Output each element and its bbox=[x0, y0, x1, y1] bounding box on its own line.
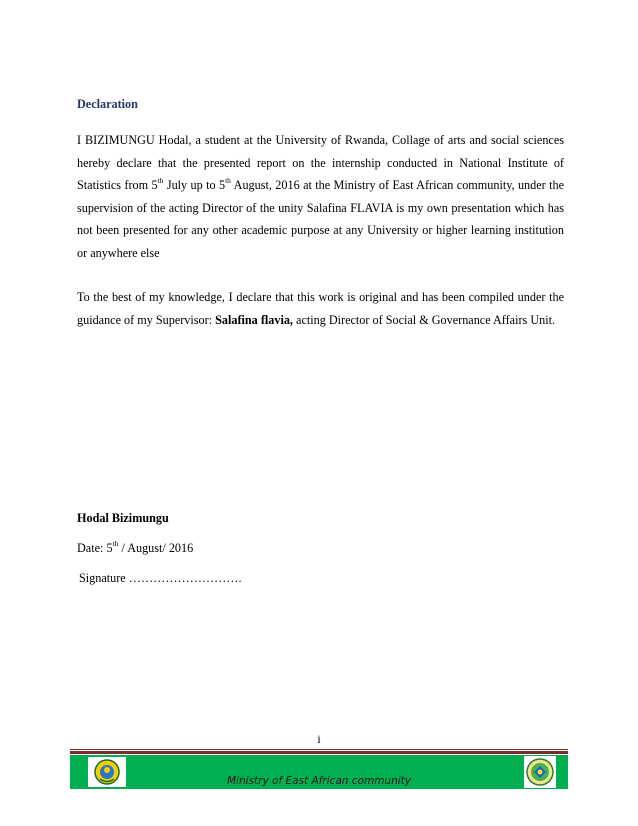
date-sup: th bbox=[112, 538, 119, 548]
signature-date bbox=[77, 538, 194, 556]
page-title: Declaration bbox=[77, 97, 138, 111]
footer-text: Ministry of East African community bbox=[227, 775, 411, 787]
para1-text-b: July up to 5 bbox=[163, 178, 226, 192]
footer-band bbox=[70, 755, 568, 789]
para2-text-b: acting Director of Social & Governance Affairs Unit. bbox=[292, 312, 556, 327]
para2-text-a: To the best of my knowledge, I declare that this work is original and has been compiled under the guidance of my Supervisor: bbox=[77, 290, 564, 327]
footer-rule-thin bbox=[70, 749, 568, 750]
para1-text-c: August, 2016 at the Ministry of East African community, under the supervision of the acting Director of the unity Salafina FLAVIA is my own presentation which has not been presented for any other academic purpose at any University or higher learning institution or anywhere else bbox=[77, 178, 564, 260]
date-prefix: Date: 5 bbox=[77, 541, 113, 555]
signature-line: Signature ………………………. bbox=[79, 571, 242, 585]
page-number: i bbox=[317, 732, 321, 746]
declaration-paragraph bbox=[77, 129, 564, 264]
para1-sup-a: th bbox=[157, 175, 164, 185]
para1-sup-b: th bbox=[225, 175, 231, 185]
originality-paragraph bbox=[77, 286, 564, 331]
supervisor-name: Salafina flavia, bbox=[215, 312, 293, 327]
signatory-name: Hodal Bizimungu bbox=[77, 511, 169, 525]
para1-text-a: I BIZIMUNGU Hodal, a student at the University of Rwanda, Collage of arts and social sciences hereby declare that the presented report on the internship conducted in National Institute of Statistics from 5 bbox=[77, 133, 564, 192]
eac-emblem-icon bbox=[524, 756, 556, 788]
date-suffix: / August/ 2016 bbox=[118, 541, 194, 555]
footer-rule-thick bbox=[70, 751, 568, 754]
